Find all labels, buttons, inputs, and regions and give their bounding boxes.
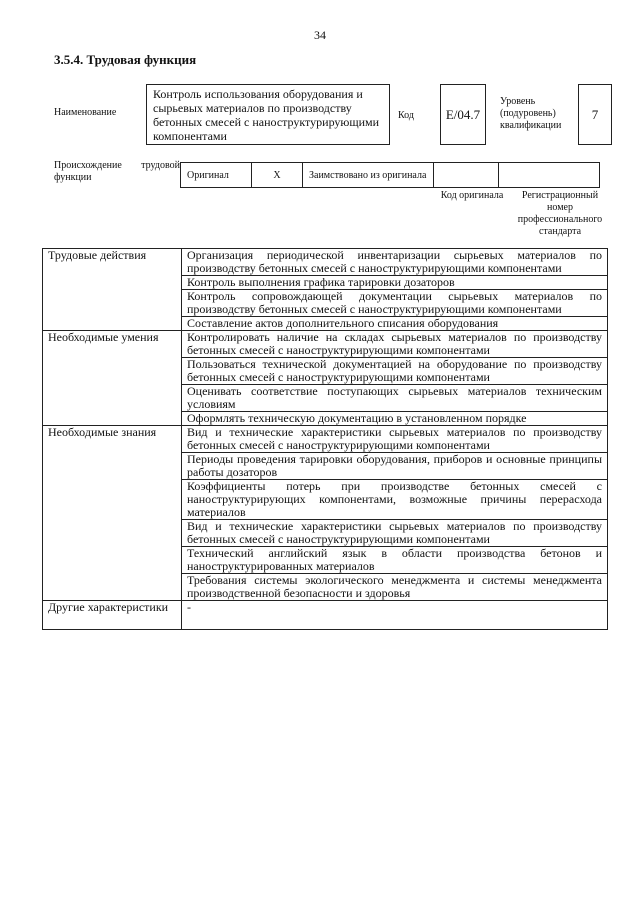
origin-table xyxy=(180,162,600,188)
category-labor-actions: Трудовые действия xyxy=(43,249,182,331)
code-original-caption: Код оригинала xyxy=(440,190,504,201)
list-item: Оценивать соответствие поступающих сырьевых материалов техническим условиям xyxy=(182,385,608,412)
code-original-cell xyxy=(434,163,499,188)
list-item: Контроль сопровождающей документации сырьевых материалов по производству бетонных смесей с наноструктурирующими компонентами xyxy=(182,290,608,317)
list-item: Составление актов дополнительного списания оборудования xyxy=(182,317,608,331)
list-item: Контролировать наличие на складах сырьевых материалов по производству бетонных смесей с наноструктурирующими компонентами xyxy=(182,331,608,358)
table-row xyxy=(43,601,608,630)
table-row xyxy=(43,426,608,453)
qualification-level-label: Уровень (подуровень) квалификации xyxy=(500,96,562,131)
code-value-box: E/04.7 xyxy=(440,84,486,145)
code-label: Код xyxy=(398,110,414,121)
table-row xyxy=(43,249,608,276)
function-details-table xyxy=(42,248,608,630)
original-label-cell: Оригинал xyxy=(181,163,252,188)
name-label: Наименование xyxy=(54,107,117,118)
list-item: Оформлять техническую документацию в установленном порядке xyxy=(182,412,608,426)
origin-label: Происхождение трудовой функции xyxy=(54,160,180,183)
list-item: Контроль выполнения графика тарировки дозаторов xyxy=(182,276,608,290)
category-other-characteristics: Другие характеристики xyxy=(43,601,182,630)
page-number: 34 xyxy=(314,28,326,42)
list-item: Вид и технические характеристики сырьевых материалов по производству бетонных смесей с наноструктурирующими компонентами xyxy=(182,426,608,453)
section-title: 3.5.4. Трудовая функция xyxy=(54,52,197,67)
reg-number-caption: Регистрационный номер профессионального стандарта xyxy=(517,190,603,237)
list-item: Организация периодической инвентаризации сырьевых материалов по производству бетонных смесей с наноструктурирующими компонентами xyxy=(182,249,608,276)
function-name-box: Контроль использования оборудования и сырьевых материалов по производству бетонных смесей с наноструктурирующими компонентами xyxy=(146,84,390,145)
category-required-skills: Необходимые умения xyxy=(43,331,182,426)
list-item: - xyxy=(182,601,608,630)
borrowed-label-cell: Заимствовано из оригинала xyxy=(303,163,434,188)
list-item: Коэффициенты потерь при производстве бетонных смесей с наноструктурирующих компонентами, возможные причины перерасхода материалов xyxy=(182,480,608,520)
list-item: Периоды проведения тарировки оборудования, приборов и основные принципы работы дозаторов xyxy=(182,453,608,480)
reg-number-cell xyxy=(499,163,600,188)
list-item: Требования системы экологического менеджмента и системы менеджмента производственной безопасности и здоровья xyxy=(182,574,608,601)
list-item: Технический английский язык в области производства бетонов и наноструктурированных материалов xyxy=(182,547,608,574)
category-required-knowledge: Необходимые знания xyxy=(43,426,182,601)
list-item: Вид и технические характеристики сырьевых материалов по производству бетонных смесей с наноструктурирующими компонентами xyxy=(182,520,608,547)
qualification-level-box: 7 xyxy=(578,84,612,145)
list-item: Пользоваться технической документацией на оборудование по производству бетонных смесей с наноструктурирующими компонентами xyxy=(182,358,608,385)
table-row xyxy=(43,331,608,358)
original-mark-cell: X xyxy=(252,163,303,188)
